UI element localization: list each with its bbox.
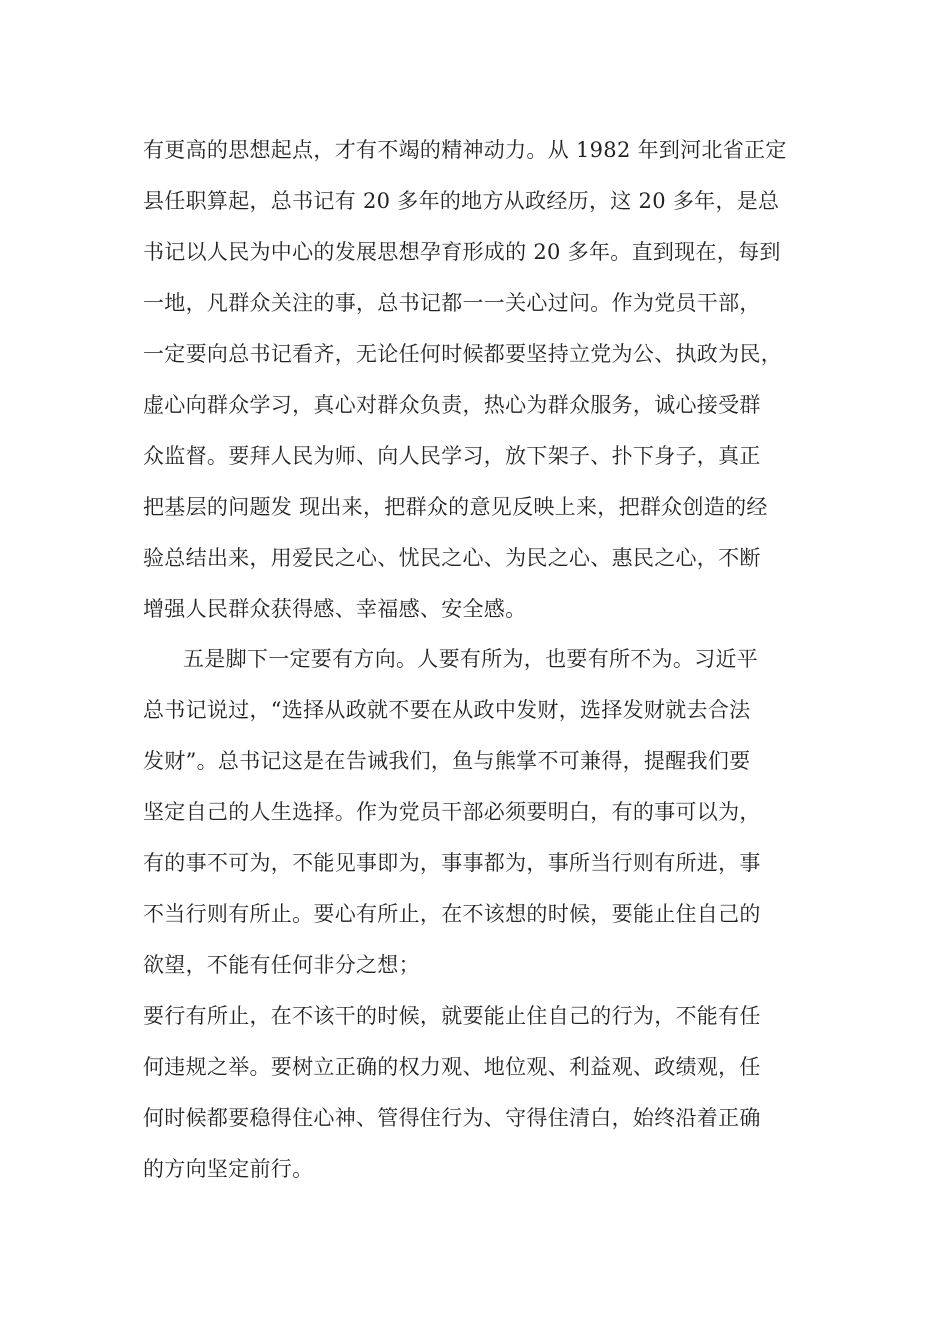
- text-line: 欲望，不能有任何非分之想；: [143, 953, 420, 977]
- text-line: 不当行则有所止。要心有所止，在不该想的时候，要能止住自己的: [143, 902, 761, 926]
- paragraph-3: [143, 991, 761, 1195]
- text-line: 有更高的思想起点，才有不竭的精神动力。从 1982 年到河北省正定: [143, 138, 787, 162]
- text-line: 发财”。总书记这是在告诫我们，鱼与熊掌不可兼得，提醒我们要: [143, 749, 751, 773]
- text-line: 虚心向群众学习，真心对群众负责，热心为群众服务，诚心接受群: [143, 393, 761, 417]
- text-line: 县任职算起，总书记有 20 多年的地方从政经历，这 20 多年，是总: [143, 189, 780, 213]
- paragraph-1: [143, 125, 787, 635]
- text-line: 何违规之举。要树立正确的权力观、地位观、利益观、政绩观，任: [143, 1055, 761, 1079]
- text-line: 众监督。要拜人民为师、向人民学习，放下架子、扑下身子，真正: [143, 444, 761, 468]
- text-line: 五是脚下一定要有方向。人要有所为，也要有所不为。习近平: [183, 647, 759, 671]
- text-line: 要行有所止，在不该干的时候，就要能止住自己的行为，不能有任: [143, 1004, 761, 1028]
- text-line: 有的事不可为，不能见事即为，事事都为，事所当行则有所进，事: [143, 851, 761, 875]
- text-line: 坚定自己的人生选择。作为党员干部必须要明白，有的事可以为，: [143, 800, 761, 824]
- paragraph-2: [143, 634, 761, 991]
- text-line: 总书记说过，“选择从政就不要在从政中发财，选择发财就去合法: [143, 698, 751, 722]
- text-line: 一地，凡群众关注的事，总书记都一一关心过问。作为党员干部，: [143, 291, 761, 315]
- text-line: 书记以人民为中心的发展思想孕育形成的 20 多年。直到现在，每到: [143, 240, 781, 264]
- text-line: 增强人民群众获得感、幸福感、安全感。: [143, 597, 527, 621]
- text-line: 把基层的问题发 现出来，把群众的意见反映上来，把群众创造的经: [143, 495, 768, 519]
- text-line: 何时候都要稳得住心神、管得住行为、守得住清白，始终沿着正确: [143, 1106, 761, 1130]
- text-line: 验总结出来，用爱民之心、忧民之心、为民之心、惠民之心，不断: [143, 546, 761, 570]
- text-line: 一定要向总书记看齐，无论任何时候都要坚持立党为公、执政为民，: [143, 342, 782, 366]
- text-line: 的方向坚定前行。: [143, 1157, 314, 1181]
